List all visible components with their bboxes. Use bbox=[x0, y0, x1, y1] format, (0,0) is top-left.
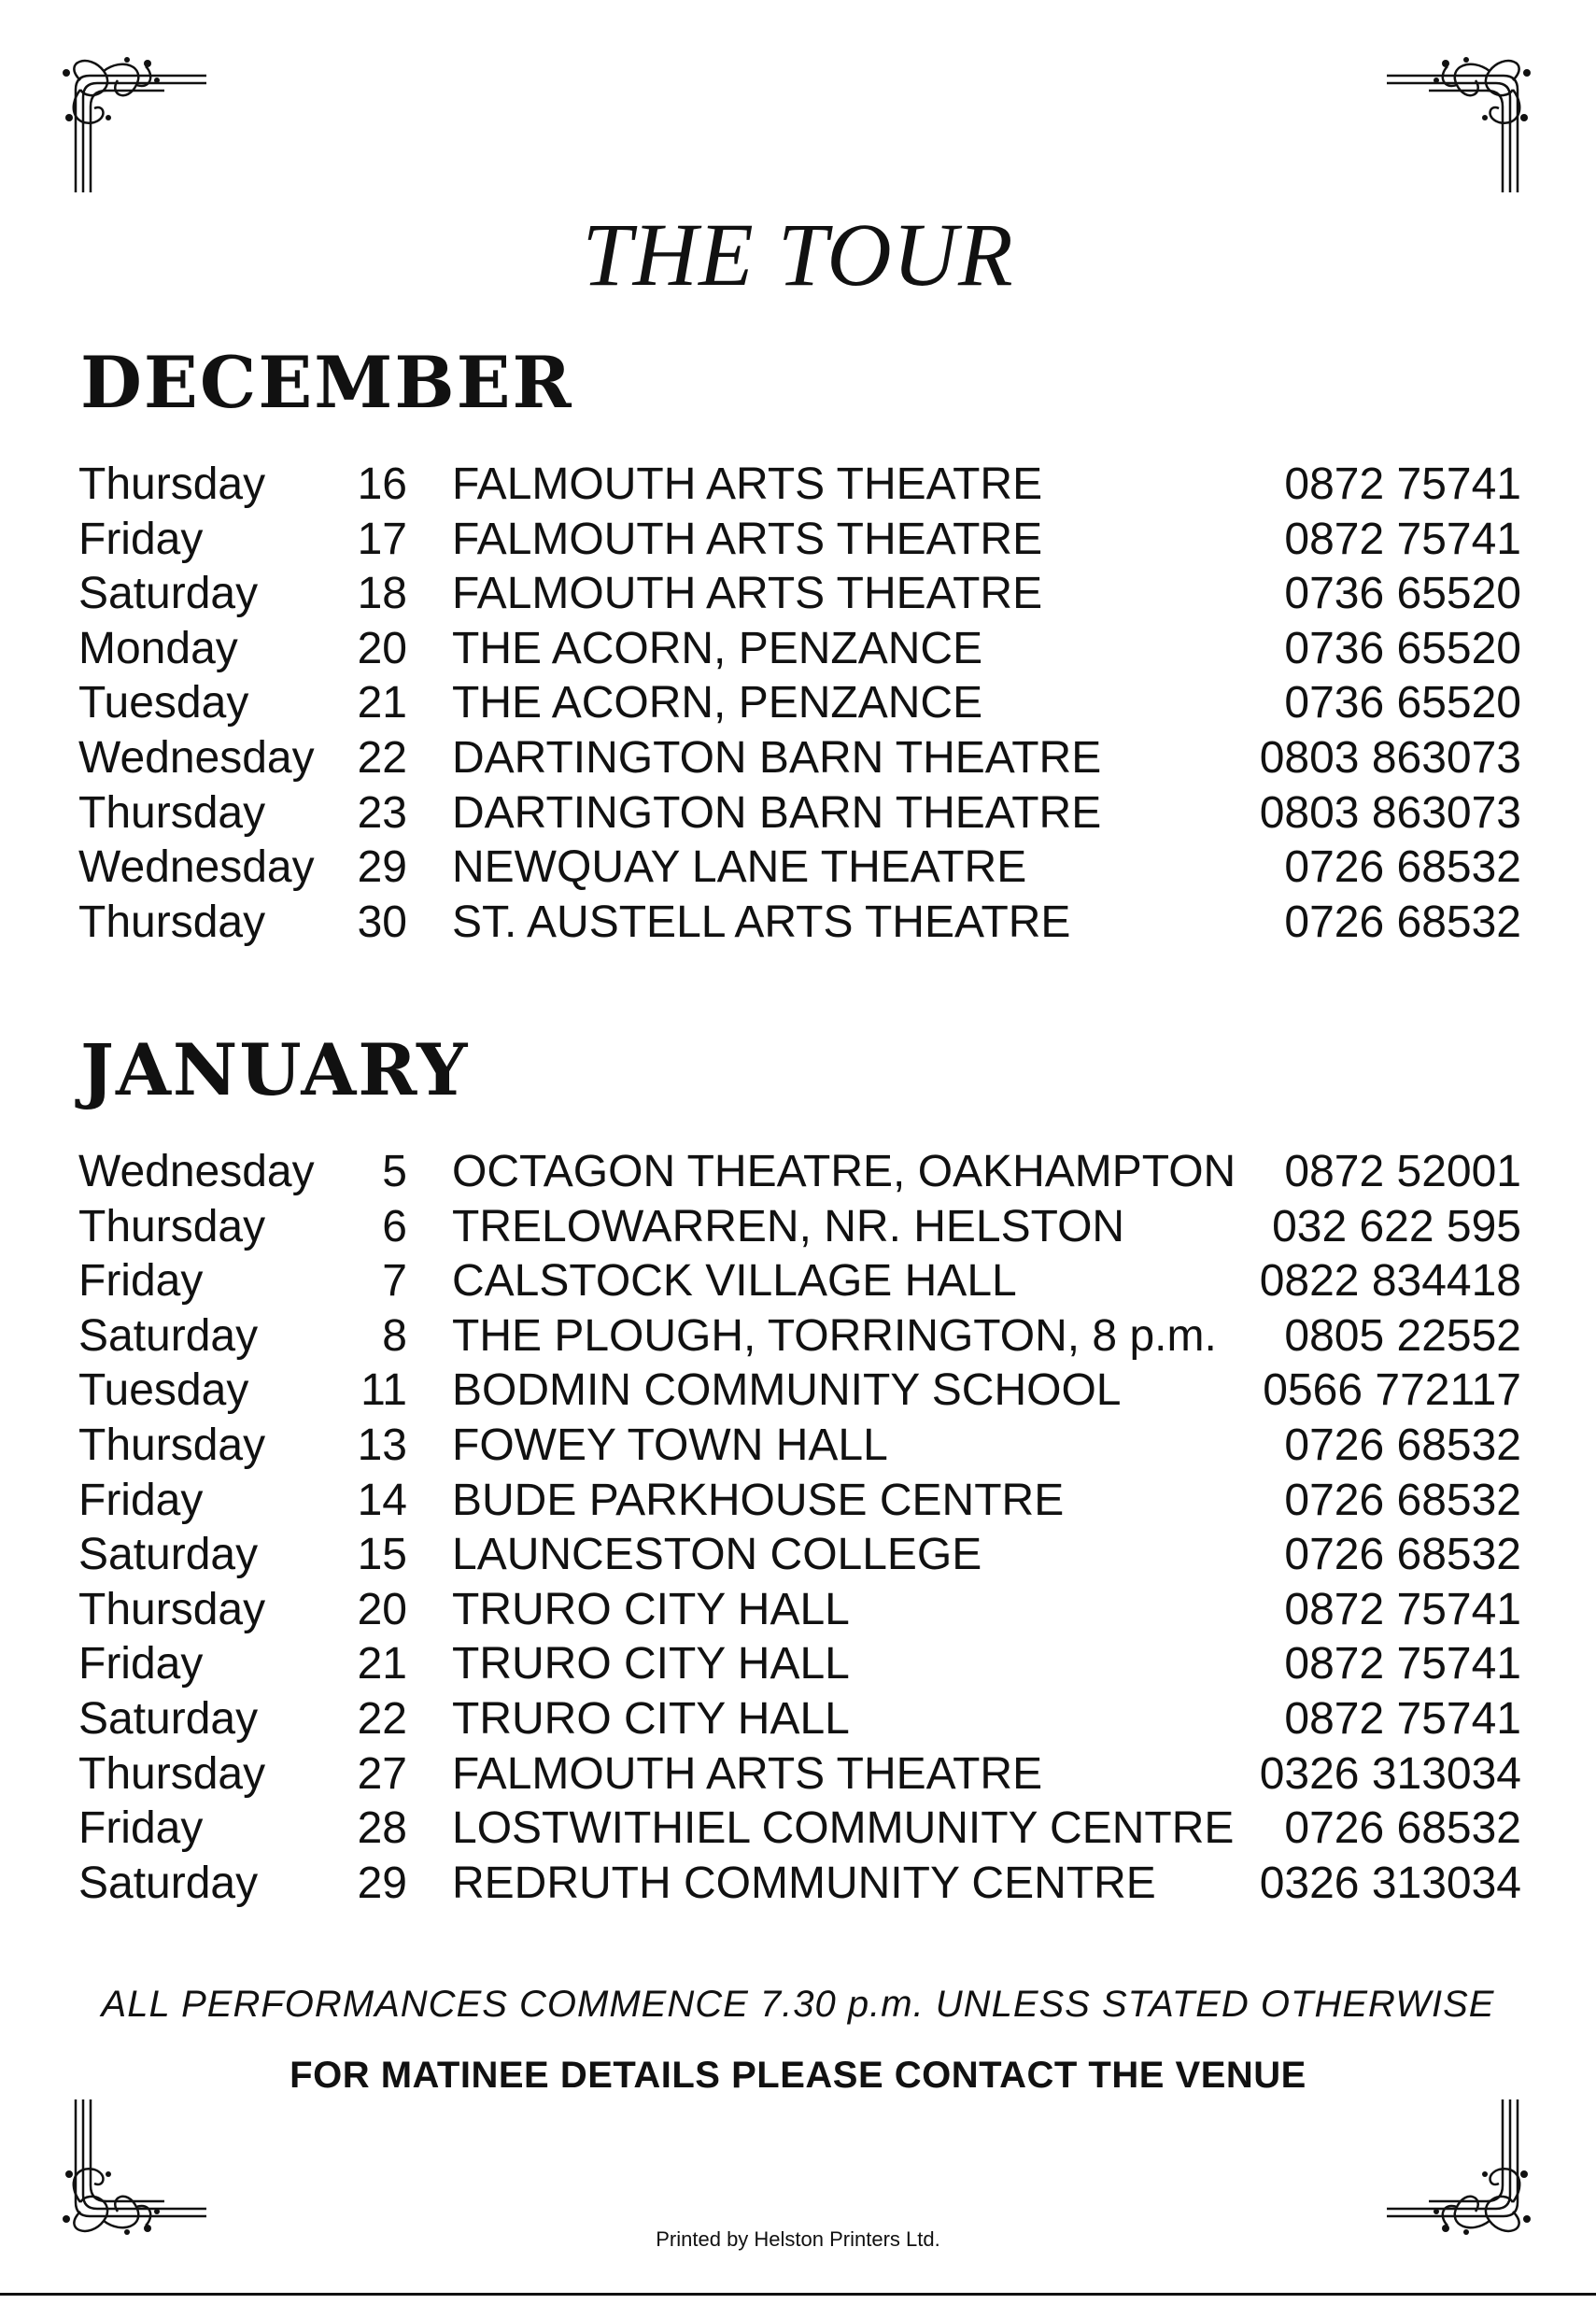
venue: THE PLOUGH, TORRINGTON, 8 p.m. bbox=[452, 1310, 1217, 1361]
day: Saturday bbox=[78, 1310, 259, 1361]
day: Wednesday bbox=[78, 1147, 315, 1196]
day: Thursday bbox=[78, 897, 266, 947]
matinee-note: FOR MATINEE DETAILS PLEASE CONTACT THE VENUE bbox=[290, 2055, 1306, 2096]
date: 17 bbox=[357, 514, 407, 564]
date: 21 bbox=[357, 678, 407, 728]
date: 22 bbox=[357, 1693, 407, 1744]
venue: OCTAGON THEATRE, OAKHAMPTON bbox=[452, 1147, 1236, 1196]
venue: REDRUTH COMMUNITY CENTRE bbox=[452, 1858, 1156, 1908]
schedule-row bbox=[78, 1419, 1521, 1474]
phone: 0872 75741 bbox=[1284, 514, 1521, 564]
phone: 032 622 595 bbox=[1272, 1201, 1521, 1251]
performance-time-note: ALL PERFORMANCES COMMENCE 7.30 p.m. UNLESS STATED OTHERWISE bbox=[101, 1984, 1495, 2025]
day: Wednesday bbox=[78, 732, 315, 783]
ornamental-corner-icon bbox=[1373, 2090, 1541, 2240]
venue: TRURO CITY HALL bbox=[452, 1639, 850, 1689]
venue: FALMOUTH ARTS THEATRE bbox=[452, 459, 1043, 509]
venue: FOWEY TOWN HALL bbox=[452, 1420, 888, 1470]
phone: 0803 863073 bbox=[1259, 732, 1521, 783]
schedule-row bbox=[78, 1637, 1521, 1692]
phone: 0872 75741 bbox=[1284, 1584, 1521, 1634]
schedule-row bbox=[78, 622, 1521, 677]
date: 29 bbox=[357, 842, 407, 893]
venue: THE ACORN, PENZANCE bbox=[452, 678, 983, 728]
venue: LOSTWITHIEL COMMUNITY CENTRE bbox=[452, 1803, 1235, 1854]
schedule-row bbox=[78, 731, 1521, 786]
venue: CALSTOCK VILLAGE HALL bbox=[452, 1256, 1017, 1307]
venue: ST. AUSTELL ARTS THEATRE bbox=[452, 897, 1071, 947]
ornamental-corner-icon bbox=[52, 2090, 220, 2240]
month-heading-december: DECEMBER bbox=[80, 341, 573, 424]
phone: 0326 313034 bbox=[1259, 1858, 1521, 1908]
page-title: THE TOUR bbox=[582, 205, 1014, 304]
schedule-row bbox=[78, 1145, 1521, 1200]
day: Friday bbox=[78, 1639, 204, 1689]
bottom-divider bbox=[0, 2293, 1596, 2296]
date: 5 bbox=[382, 1147, 407, 1196]
phone: 0566 772117 bbox=[1263, 1365, 1521, 1416]
day: Thursday bbox=[78, 1584, 266, 1634]
venue: BODMIN COMMUNITY SCHOOL bbox=[452, 1365, 1122, 1416]
phone: 0736 65520 bbox=[1284, 569, 1521, 619]
venue: THE ACORN, PENZANCE bbox=[452, 623, 983, 673]
venue: DARTINGTON BARN THEATRE bbox=[452, 732, 1102, 783]
date: 30 bbox=[357, 897, 407, 947]
day: Thursday bbox=[78, 1201, 266, 1251]
ornamental-corner-icon bbox=[1373, 52, 1541, 202]
date: 27 bbox=[357, 1748, 407, 1799]
schedule-row bbox=[78, 676, 1521, 731]
schedule-row bbox=[78, 1692, 1521, 1747]
date: 13 bbox=[357, 1420, 407, 1470]
phone: 0326 313034 bbox=[1259, 1748, 1521, 1799]
schedule-row bbox=[78, 513, 1521, 568]
day: Friday bbox=[78, 1256, 204, 1307]
schedule-row bbox=[78, 1528, 1521, 1583]
schedule-row bbox=[78, 1583, 1521, 1638]
phone: 0736 65520 bbox=[1284, 623, 1521, 673]
date: 20 bbox=[357, 1584, 407, 1634]
month-heading-january: JANUARY bbox=[80, 1028, 470, 1111]
day: Monday bbox=[78, 623, 238, 673]
venue: BUDE PARKHOUSE CENTRE bbox=[452, 1475, 1065, 1525]
venue: TRELOWARREN, NR. HELSTON bbox=[452, 1201, 1125, 1251]
day: Thursday bbox=[78, 787, 266, 838]
venue: FALMOUTH ARTS THEATRE bbox=[452, 1748, 1043, 1799]
date: 21 bbox=[357, 1639, 407, 1689]
day: Friday bbox=[78, 514, 204, 564]
day: Tuesday bbox=[78, 678, 249, 728]
date: 15 bbox=[357, 1530, 407, 1580]
phone: 0726 68532 bbox=[1284, 897, 1521, 947]
day: Tuesday bbox=[78, 1365, 249, 1416]
venue: DARTINGTON BARN THEATRE bbox=[452, 787, 1102, 838]
date: 28 bbox=[357, 1803, 407, 1854]
date: 11 bbox=[360, 1365, 407, 1416]
venue: TRURO CITY HALL bbox=[452, 1693, 850, 1744]
phone: 0872 75741 bbox=[1284, 1639, 1521, 1689]
venue: TRURO CITY HALL bbox=[452, 1584, 850, 1634]
day: Friday bbox=[78, 1803, 204, 1854]
phone: 0726 68532 bbox=[1284, 1420, 1521, 1470]
schedule-row bbox=[78, 567, 1521, 622]
date: 16 bbox=[357, 459, 407, 509]
schedule-row bbox=[78, 786, 1521, 841]
day: Thursday bbox=[78, 459, 266, 509]
schedule-row bbox=[78, 1254, 1521, 1309]
phone: 0726 68532 bbox=[1284, 1530, 1521, 1580]
date: 7 bbox=[382, 1256, 407, 1307]
ornamental-corner-icon bbox=[52, 52, 220, 202]
schedule-row bbox=[78, 1747, 1521, 1802]
schedule-row bbox=[78, 1474, 1521, 1529]
schedule-row bbox=[78, 841, 1521, 896]
date: 14 bbox=[357, 1475, 407, 1525]
date: 6 bbox=[382, 1201, 407, 1251]
january-schedule bbox=[78, 1145, 1521, 1911]
date: 18 bbox=[357, 569, 407, 619]
date: 8 bbox=[382, 1310, 407, 1361]
date: 29 bbox=[357, 1858, 407, 1908]
phone: 0803 863073 bbox=[1259, 787, 1521, 838]
day: Saturday bbox=[78, 569, 259, 619]
december-schedule bbox=[78, 458, 1521, 950]
venue: LAUNCESTON COLLEGE bbox=[452, 1530, 982, 1580]
schedule-row bbox=[78, 1364, 1521, 1419]
day: Saturday bbox=[78, 1530, 259, 1580]
venue: FALMOUTH ARTS THEATRE bbox=[452, 514, 1043, 564]
day: Saturday bbox=[78, 1858, 259, 1908]
printer-credit: Printed by Helston Printers Ltd. bbox=[656, 2227, 940, 2251]
phone: 0872 75741 bbox=[1284, 459, 1521, 509]
phone: 0726 68532 bbox=[1284, 1803, 1521, 1854]
schedule-row bbox=[78, 458, 1521, 513]
schedule-row bbox=[78, 1802, 1521, 1857]
phone: 0822 834418 bbox=[1259, 1256, 1521, 1307]
venue: NEWQUAY LANE THEATRE bbox=[452, 842, 1027, 893]
schedule-row bbox=[78, 1200, 1521, 1255]
phone: 0726 68532 bbox=[1284, 842, 1521, 893]
day: Thursday bbox=[78, 1748, 266, 1799]
day: Wednesday bbox=[78, 842, 315, 893]
phone: 0736 65520 bbox=[1284, 678, 1521, 728]
date: 23 bbox=[357, 787, 407, 838]
schedule-row bbox=[78, 896, 1521, 951]
schedule-row bbox=[78, 1857, 1521, 1912]
schedule-row bbox=[78, 1309, 1521, 1364]
phone: 0872 75741 bbox=[1284, 1693, 1521, 1744]
phone: 0726 68532 bbox=[1284, 1475, 1521, 1525]
phone: 0872 52001 bbox=[1284, 1147, 1521, 1196]
venue: FALMOUTH ARTS THEATRE bbox=[452, 569, 1043, 619]
day: Saturday bbox=[78, 1693, 259, 1744]
date: 22 bbox=[357, 732, 407, 783]
day: Friday bbox=[78, 1475, 204, 1525]
day: Thursday bbox=[78, 1420, 266, 1470]
date: 20 bbox=[357, 623, 407, 673]
phone: 0805 22552 bbox=[1284, 1310, 1521, 1361]
